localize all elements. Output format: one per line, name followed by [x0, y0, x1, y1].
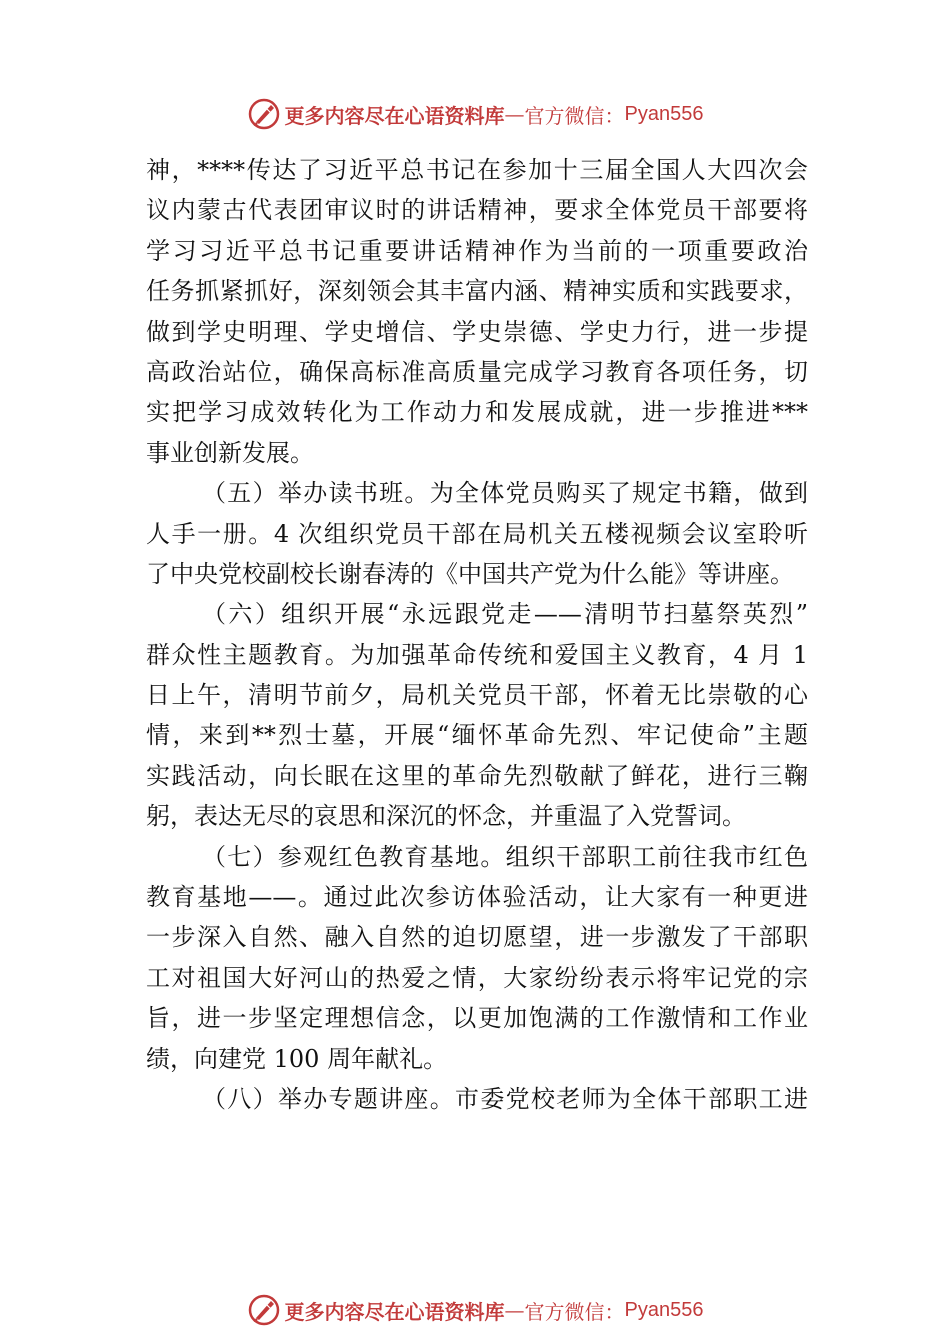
banner-separator: —: [504, 1298, 525, 1322]
body-line: 实把学习成效转化为工作动力和发展成就，进一步推进***: [146, 398, 808, 427]
banner-brand-text: 更多内容尽在心语资料库: [284, 1299, 505, 1324]
body-line: 任务抓紧抓好，深刻领会其丰富内涵、精神实质和实践要求，: [146, 277, 808, 306]
banner-brand-text: 更多内容尽在心语资料库: [284, 103, 505, 128]
body-line: 日上午，清明节前夕，局机关党员干部，怀着无比崇敬的心: [146, 681, 808, 710]
banner-wechat-id: Pyan556: [624, 102, 704, 125]
body-line: 旨，进一步坚定理想信念，以更加饱满的工作激情和工作业: [146, 1004, 808, 1033]
paragraph-heading-line: （六）组织开展“永远跟党走——清明节扫墓祭英烈”: [202, 600, 808, 629]
body-line: 实践活动，向长眠在这里的革命先烈敬献了鲜花，进行三鞠: [146, 761, 808, 790]
body-line: 躬，表达无尽的哀思和深沉的怀念，并重温了入党誓词。: [146, 802, 746, 831]
body-line: 神，****传达了习近平总书记在参加十三届全国人大四次会: [146, 156, 808, 184]
body-line: 事业创新发展。: [146, 438, 314, 467]
document-body: [146, 150, 808, 1119]
body-line: 人手一册。4 次组织党员干部在局机关五楼视频会议室聆听: [146, 519, 808, 548]
banner-separator: —: [504, 102, 525, 126]
paragraph-heading-line: （七）参观红色教育基地。组织干部职工前往我市红色: [202, 842, 808, 871]
body-line: 做到学史明理、学史增信、学史崇德、学史力行，进一步提: [146, 317, 808, 346]
body-line: 一步深入自然、融入自然的迫切愿望，进一步激发了干部职: [146, 923, 808, 952]
body-line: 绩，向建党 100 周年献礼。: [146, 1044, 448, 1073]
banner-wechat-label: 官方微信：: [524, 103, 625, 128]
body-line: 议内蒙古代表团审议时的讲话精神，要求全体党员干部要将: [146, 196, 808, 225]
body-line: 高政治站位，确保高标准高质量完成学习教育各项任务，切: [146, 357, 808, 386]
body-line: 群众性主题教育。为加强革命传统和爱国主义教育，4 月 1: [146, 640, 808, 669]
body-line: 教育基地——。通过此次参访体验活动，让大家有一种更进: [146, 883, 808, 912]
body-line: 学习习近平总书记重要讲话精神作为当前的一项重要政治: [146, 236, 808, 265]
paragraph-heading-line: （八）举办专题讲座。市委党校老师为全体干部职工进: [202, 1084, 808, 1113]
footer-banner: [0, 1290, 950, 1330]
body-line: 工对祖国大好河山的热爱之情，大家纷纷表示将牢记党的宗: [146, 963, 808, 992]
banner-wechat-label: 官方微信：: [524, 1299, 625, 1324]
quill-pen-logo-icon: [247, 97, 281, 131]
banner-wechat-id: Pyan556: [624, 1298, 704, 1321]
body-line: 了中央党校副校长谢春涛的《中国共产党为什么能》等讲座。: [146, 559, 794, 588]
body-line: 情，来到**烈士墓，开展“缅怀革命先烈、牢记使命”主题: [146, 721, 808, 750]
header-banner: [0, 94, 950, 134]
paragraph-heading-line: （五）举办读书班。为全体党员购买了规定书籍，做到: [202, 479, 808, 508]
quill-pen-logo-icon: [247, 1293, 281, 1327]
